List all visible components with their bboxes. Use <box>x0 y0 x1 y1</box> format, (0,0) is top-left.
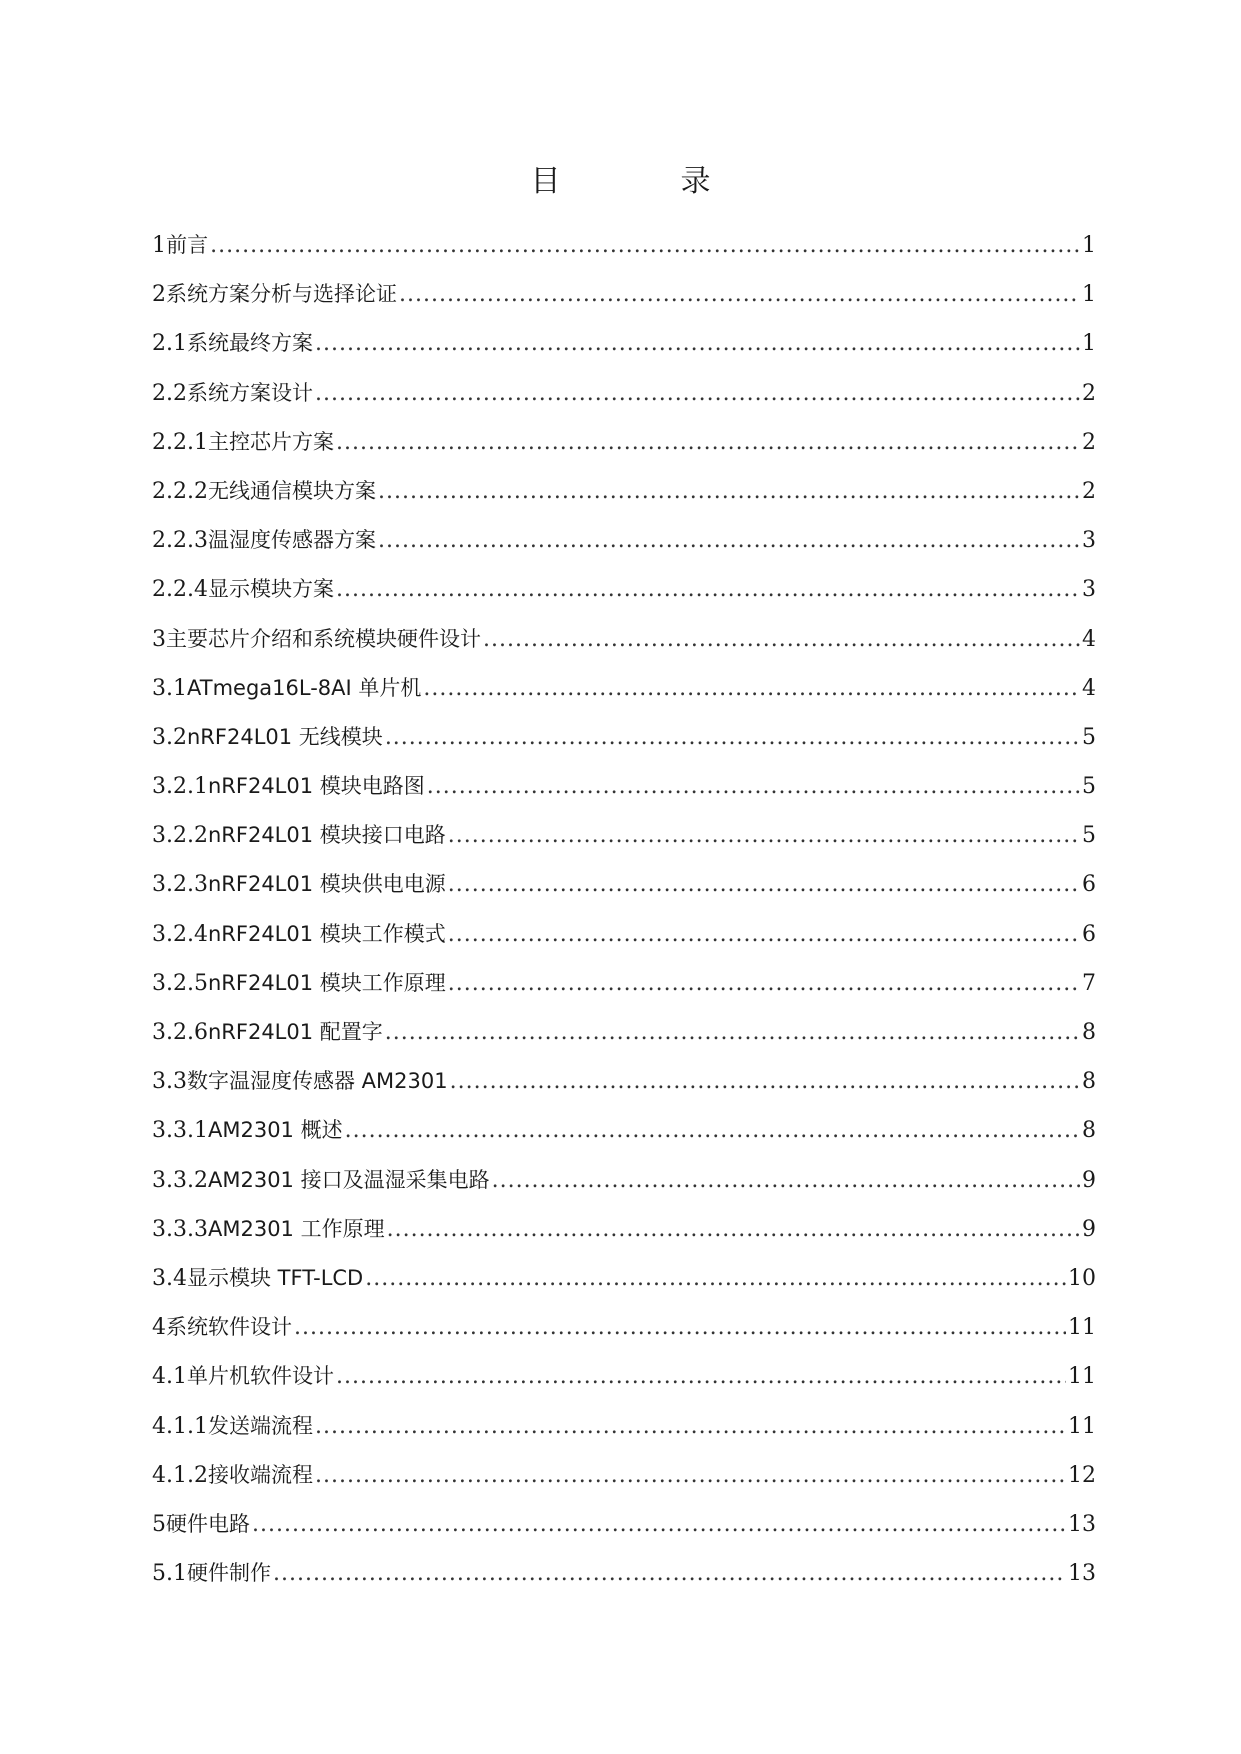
toc-entry-number: 1 <box>152 233 166 258</box>
dot-leader <box>378 467 1080 516</box>
toc-entry[interactable] <box>152 418 1096 467</box>
toc-entry[interactable] <box>152 1500 1096 1549</box>
dot-leader <box>448 860 1080 909</box>
toc-entry-page: 6 <box>1082 872 1096 898</box>
toc-entry-page: 11 <box>1068 1413 1096 1439</box>
toc-entry-page: 1 <box>1082 331 1096 357</box>
toc-entry-label: nRF24L01 模块供电电源 <box>207 872 446 897</box>
toc-entry-label: 显示模块方案 <box>207 577 334 602</box>
toc-entry-number: 3.2.1 <box>152 774 208 800</box>
toc-title-char-2: 录 <box>680 164 711 199</box>
toc-entry-number: 2.2.2 <box>152 478 208 504</box>
toc-entry-label: 单片机软件设计 <box>187 1364 334 1389</box>
toc-entry[interactable] <box>152 1156 1096 1205</box>
dot-leader <box>448 959 1080 1008</box>
toc-entry-number: 3.3.1 <box>152 1118 208 1144</box>
toc-entry-page: 2 <box>1082 380 1096 406</box>
toc-entry-label: nRF24L01 配置字 <box>207 1020 383 1044</box>
toc-entry-page: 4 <box>1082 675 1096 701</box>
toc-entry-page: 11 <box>1068 1315 1096 1341</box>
toc-entry-number: 4 <box>152 1315 166 1341</box>
toc-entry-number: 2.2.4 <box>152 577 208 603</box>
dot-leader <box>315 1402 1066 1451</box>
toc-entry-page: 8 <box>1082 1118 1096 1144</box>
toc-entry-page: 5 <box>1082 724 1096 750</box>
dot-leader <box>450 1057 1080 1106</box>
toc-entry[interactable] <box>152 713 1096 762</box>
toc-entry-label: nRF24L01 模块电路图 <box>207 774 425 799</box>
toc-entry-label: AM2301 接口及温湿采集电路 <box>207 1167 490 1192</box>
toc-entry[interactable] <box>152 1008 1096 1057</box>
toc-entry[interactable] <box>152 615 1096 664</box>
toc-title <box>0 160 1241 204</box>
dot-leader <box>315 369 1080 418</box>
toc-entry-label: AM2301 概述 <box>207 1118 343 1143</box>
toc-entry-number: 3.2.6 <box>152 1020 208 1045</box>
toc-entry[interactable] <box>152 1057 1096 1106</box>
toc-entry-label: 系统软件设计 <box>166 1315 292 1340</box>
dot-leader <box>252 1500 1066 1549</box>
toc-entry[interactable] <box>152 860 1096 909</box>
toc-entry[interactable] <box>152 1303 1096 1352</box>
toc-entry-number: 5.1 <box>152 1561 187 1587</box>
toc-entry-label: 系统最终方案 <box>187 331 313 356</box>
toc-entry[interactable] <box>152 1402 1096 1451</box>
toc-entry-number: 2.2 <box>152 380 187 406</box>
toc-entry[interactable] <box>152 811 1096 860</box>
toc-entry-label: 硬件制作 <box>187 1561 271 1586</box>
toc-entry-page: 8 <box>1082 1020 1096 1045</box>
dot-leader <box>345 1106 1080 1155</box>
dot-leader <box>385 713 1080 762</box>
toc-entry-page: 7 <box>1082 970 1096 996</box>
toc-entry-page: 5 <box>1082 774 1096 800</box>
toc-entry[interactable] <box>152 369 1096 418</box>
toc-entry-number: 3.4 <box>152 1265 187 1291</box>
toc-entry-page: 1 <box>1082 282 1096 308</box>
toc-entry-page: 2 <box>1082 429 1096 455</box>
toc-entry-label: 前言 <box>166 233 209 257</box>
dot-leader <box>492 1156 1080 1205</box>
toc-entry-number: 3.3.2 <box>152 1167 208 1193</box>
toc-entry[interactable] <box>152 319 1096 368</box>
toc-entry[interactable] <box>152 467 1096 516</box>
toc-entry-label: 接收端流程 <box>207 1462 313 1487</box>
toc-entry-label: 硬件电路 <box>166 1511 250 1536</box>
dot-leader <box>336 1352 1066 1401</box>
dot-leader <box>273 1549 1066 1598</box>
toc-entry-label: ATmega16L-8AI 单片机 <box>187 675 422 700</box>
toc-entry-page: 13 <box>1068 1511 1096 1537</box>
dot-leader <box>399 270 1080 319</box>
toc-entry[interactable] <box>152 565 1096 614</box>
toc-entry-page: 4 <box>1082 626 1096 652</box>
dot-leader <box>315 1451 1066 1500</box>
dot-leader <box>387 1205 1080 1254</box>
toc-entry-label: nRF24L01 无线模块 <box>187 724 383 749</box>
toc-entry-number: 2.2.1 <box>152 429 208 455</box>
toc-entry[interactable] <box>152 664 1096 713</box>
dot-leader <box>448 811 1080 860</box>
toc-entry-number: 3.2.4 <box>152 921 208 947</box>
dot-leader <box>423 664 1080 713</box>
dot-leader <box>315 319 1080 368</box>
dot-leader <box>336 418 1080 467</box>
toc-entry-page: 11 <box>1068 1364 1096 1390</box>
toc-entry-number: 3.2.2 <box>152 823 208 849</box>
toc-entry-label: 发送端流程 <box>207 1413 313 1438</box>
toc-entry-page: 9 <box>1082 1167 1096 1193</box>
toc-entry-number: 3 <box>152 626 166 652</box>
toc-entry-label: nRF24L01 模块工作原理 <box>207 970 446 995</box>
toc-entry-number: 3.2 <box>152 724 187 750</box>
toc-entry[interactable] <box>152 762 1096 811</box>
toc-entry-page: 3 <box>1082 577 1096 603</box>
dot-leader <box>210 221 1080 270</box>
toc-entry-number: 3.3.3 <box>152 1216 208 1242</box>
toc-entry-label: 温湿度传感器方案 <box>207 528 376 553</box>
toc-entry-page: 5 <box>1082 823 1096 849</box>
toc-entry[interactable] <box>152 1352 1096 1401</box>
dot-leader <box>365 1254 1066 1303</box>
toc-entry-number: 3.1 <box>152 675 187 701</box>
toc-entry-number: 3.3 <box>152 1069 187 1095</box>
toc-entry[interactable] <box>152 516 1096 565</box>
toc-entry-number: 4.1.2 <box>152 1462 208 1488</box>
toc-entry[interactable] <box>152 221 1096 270</box>
toc-entry-label: 主控芯片方案 <box>207 429 334 454</box>
toc-entry-number: 5 <box>152 1511 166 1537</box>
toc-entry-page: 13 <box>1068 1561 1096 1587</box>
toc-entry[interactable] <box>152 1106 1096 1155</box>
toc-entry[interactable] <box>152 910 1096 959</box>
toc-entry-number: 3.2.3 <box>152 872 208 898</box>
toc-entry-page: 6 <box>1082 921 1096 947</box>
toc-entry[interactable] <box>152 1549 1096 1598</box>
toc-entry-label: 主要芯片介绍和系统模块硬件设计 <box>166 626 481 651</box>
toc-entry-label: AM2301 工作原理 <box>207 1216 385 1241</box>
toc-entry[interactable] <box>152 1205 1096 1254</box>
toc-entry-label: 系统方案设计 <box>187 380 313 405</box>
toc-entry-page: 3 <box>1082 528 1096 554</box>
toc-entry-page: 9 <box>1082 1216 1096 1242</box>
toc-entry[interactable] <box>152 270 1096 319</box>
toc-entry-label: 无线通信模块方案 <box>207 478 376 503</box>
dot-leader <box>378 516 1080 565</box>
dot-leader <box>448 910 1080 959</box>
dot-leader <box>385 1008 1080 1057</box>
dot-leader <box>483 615 1080 664</box>
toc-entry[interactable] <box>152 1451 1096 1500</box>
toc-list <box>152 221 1096 1598</box>
toc-title-char-1: 目 <box>530 164 561 199</box>
toc-entry-label: 数字温湿度传感器 AM2301 <box>187 1069 448 1094</box>
toc-entry[interactable] <box>152 1254 1096 1303</box>
toc-entry-label: nRF24L01 模块工作模式 <box>207 921 446 946</box>
dot-leader <box>427 762 1080 811</box>
toc-entry-label: 系统方案分析与选择论证 <box>166 282 397 307</box>
dot-leader <box>336 565 1080 614</box>
toc-entry-page: 2 <box>1082 478 1096 504</box>
toc-entry-label: 显示模块 TFT-LCD <box>187 1265 364 1290</box>
toc-entry-number: 2 <box>152 282 166 308</box>
toc-entry-number: 2.2.3 <box>152 528 208 554</box>
toc-entry-page: 1 <box>1082 233 1096 258</box>
toc-entry-number: 2.1 <box>152 331 187 357</box>
toc-entry[interactable] <box>152 959 1096 1008</box>
toc-entry-label: nRF24L01 模块接口电路 <box>207 823 446 848</box>
toc-entry-number: 4.1 <box>152 1364 187 1390</box>
toc-entry-number: 3.2.5 <box>152 970 208 996</box>
dot-leader <box>294 1303 1066 1352</box>
toc-entry-page: 12 <box>1068 1462 1096 1488</box>
toc-entry-number: 4.1.1 <box>152 1413 208 1439</box>
toc-entry-page: 8 <box>1082 1069 1096 1095</box>
toc-entry-page: 10 <box>1068 1265 1096 1291</box>
